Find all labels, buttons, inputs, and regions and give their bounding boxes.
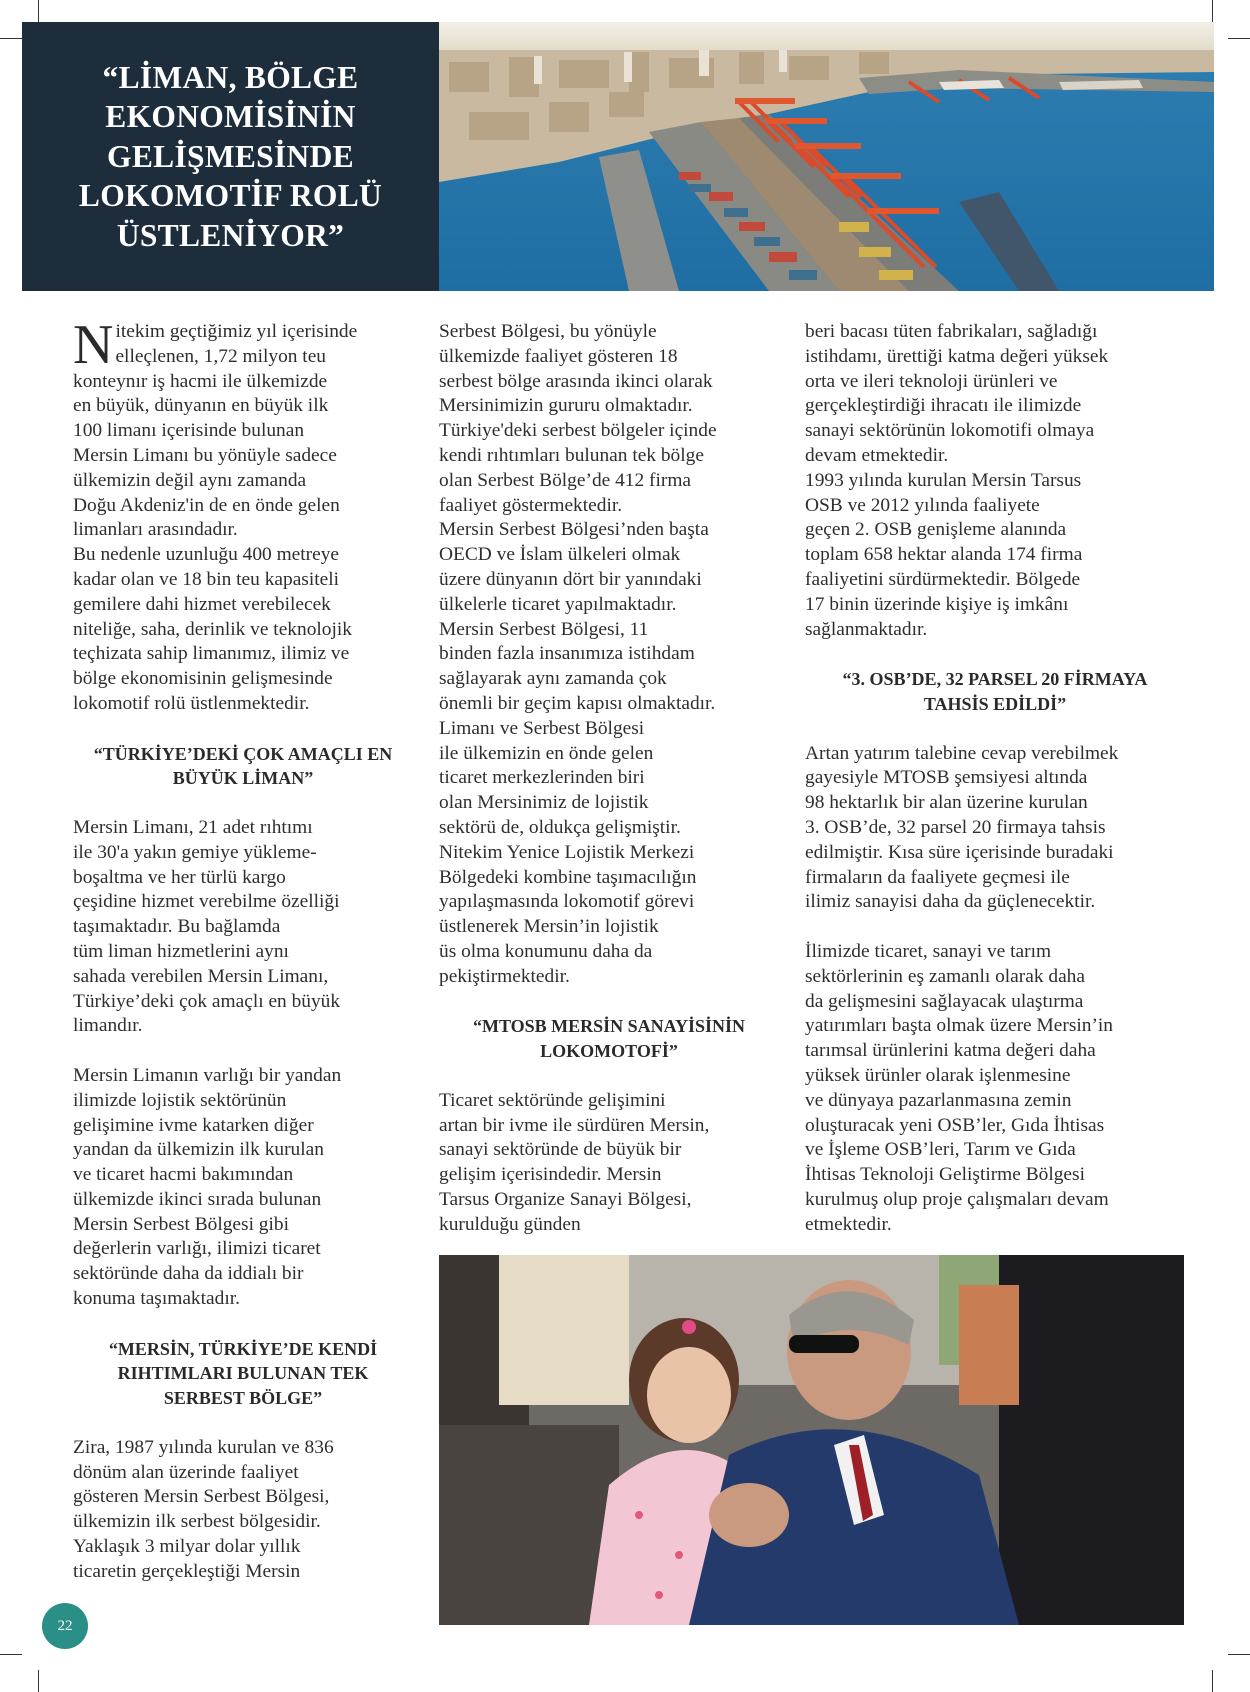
section-heading	[805, 667, 1185, 717]
text-line: gayesiyle MTOSB şemsiyesi altında	[805, 767, 1088, 789]
text-line: sektörlerinin eş zamanlı olarak daha	[805, 965, 1085, 987]
text-line: ticaretin gerçekleştiği Mersin	[73, 1560, 301, 1582]
text-line: bölge ekonomisinin gelişmesinde	[73, 668, 333, 690]
text-line: ve ticaret hacmi bakımından	[73, 1164, 294, 1186]
crop-mark	[1212, 0, 1213, 22]
text-line: OSB ve 2012 yılında faaliyete	[805, 494, 1040, 516]
text-line: geçen 2. OSB genişleme alanında	[805, 519, 1067, 541]
text-line: konteynır iş hacmi ile ülkemizde	[73, 370, 328, 392]
text-line: kurulmuş olup proje çalışmaları devam	[805, 1188, 1109, 1210]
text-line: ile 30'a yakın gemiye yükleme-	[73, 841, 317, 863]
text-line: serbest bölge arasında ikinci olarak	[439, 370, 713, 392]
text-line: faaliyet göstermektedir.	[439, 494, 623, 516]
text-line: ülkemizde faaliyet gösteren 18	[439, 345, 678, 367]
text-line: gösteren Mersin Serbest Bölgesi,	[73, 1486, 330, 1508]
text-line: oluşturacak yeni OSB’ler, Gıda İhtisas	[805, 1114, 1105, 1136]
text-line: sanayi sektörünün lokomotifi olmaya	[805, 420, 1095, 442]
section-heading	[439, 1014, 779, 1064]
text-line: devam etmektedir.	[805, 444, 949, 466]
text-line: sektörü de, oldukça gelişmiştir.	[439, 816, 681, 838]
text-line: Yaklaşık 3 milyar dolar yıllık	[73, 1536, 301, 1558]
text-line: itekim geçtiğimiz yıl içerisinde	[115, 321, 358, 342]
text-line: faaliyetini sürdürmektedir. Bölgede	[805, 568, 1081, 590]
text-line: kendi rıhtımları bulunan tek bölge	[439, 444, 704, 466]
heading-line: “MERSİN, TÜRKİYE’DE KENDİ	[108, 1338, 378, 1359]
heading-line: LOKOMOTOFİ”	[540, 1041, 678, 1062]
text-line: Limanı ve Serbest Bölgesi	[439, 717, 645, 739]
text-line: gemilere dahi hizmet verebilecek	[73, 593, 331, 615]
text-line: limanları arasındadır.	[73, 519, 238, 541]
text-line: edilmiştir. Kısa süre içerisinde buradaki	[805, 841, 1114, 863]
text-line: taşımaktadır. Bu bağlamda	[73, 916, 281, 938]
title-block	[22, 22, 439, 291]
text-line: yüksek ürünler olarak işlenmesine	[805, 1064, 1071, 1086]
text-line: kadar olan ve 18 bin teu kapasiteli	[73, 568, 339, 590]
paragraph	[805, 742, 1185, 916]
section-heading	[73, 1337, 413, 1411]
text-line: ülkelerle ticaret yapılmaktadır.	[439, 593, 677, 615]
text-line: sağlayarak aynı zamanda çok	[439, 668, 667, 690]
paragraph	[73, 314, 413, 717]
article-title	[79, 58, 382, 256]
text-line: sanayi sektöründe de büyük bir	[439, 1139, 682, 1161]
text-line: İlimizde ticaret, sanayi ve tarım	[805, 940, 1052, 962]
text-line: Doğu Akdeniz'in de en önde gelen	[73, 494, 340, 516]
text-line: çeşidine hizmet verebilme özelliği	[73, 891, 340, 913]
text-line: Mersin Limanın varlığı bir yandan	[73, 1064, 342, 1086]
text-line: etmektedir.	[805, 1213, 892, 1235]
text-line: üs olma konumunu daha da	[439, 940, 653, 962]
text-line: toplam 658 hektar alanda 174 firma	[805, 544, 1083, 566]
title-line: LOKOMOTİF ROLÜ	[78, 178, 383, 214]
paragraph	[73, 816, 413, 1039]
text-line: olan Mersinimiz de lojistik	[439, 792, 649, 814]
heading-line: RIHTIMLARI BULUNAN TEK	[117, 1363, 369, 1384]
text-line: gelişim içerisindedir. Mersin	[439, 1164, 662, 1186]
text-line: en büyük, dünyanın en büyük ilk	[73, 395, 329, 417]
text-line: da gelişmesini sağlayacak ulaştırma	[805, 990, 1084, 1012]
text-line: üzere dünyanın dört bir yanındaki	[439, 568, 702, 590]
text-line: yapılaşmasında lokomotif görevi	[439, 891, 695, 913]
title-line: GELİŞMESİNDE	[107, 138, 354, 174]
text-line: ilimiz sanayisi daha da güçlenecektir.	[805, 891, 1096, 913]
crop-mark	[38, 1670, 39, 1692]
text-line: beri bacası tüten fabrikaları, sağladığı	[805, 321, 1098, 342]
heading-line: BÜYÜK LİMAN”	[172, 768, 314, 789]
text-line: binden fazla insanımıza istihdam	[439, 643, 695, 665]
text-line: Türkiye'deki serbest bölgeler içinde	[439, 420, 717, 442]
heading-line: “TÜRKİYE’DEKİ ÇOK AMAÇLI EN	[93, 743, 393, 764]
text-line: tarımsal ürünlerini katma değeri daha	[805, 1040, 1096, 1062]
paragraph	[73, 1436, 413, 1585]
text-line: limandır.	[73, 1015, 143, 1037]
text-line: orta ve ileri teknoloji ürünleri ve	[805, 370, 1058, 392]
text-column-3	[805, 320, 1185, 1237]
heading-line: TAHSİS EDİLDİ”	[923, 693, 1067, 714]
text-line: önemli bir geçim kapısı olmaktadır.	[439, 692, 716, 714]
text-line: ticaret merkezlerinden biri	[439, 767, 645, 789]
text-line: teçhizata sahip limanımız, ilimiz ve	[73, 643, 350, 665]
text-line: Bu nedenle uzunluğu 400 metreye	[73, 544, 340, 566]
drop-cap: N	[73, 314, 114, 376]
crop-mark	[1212, 1670, 1213, 1692]
text-line: sahada verebilen Mersin Limanı,	[73, 965, 329, 987]
text-line: 100 limanı içerisinde bulunan	[73, 420, 305, 442]
text-line: sektöründe daha da iddialı bir	[73, 1263, 304, 1285]
paragraph	[805, 940, 1185, 1238]
page-number-badge: 22	[42, 1603, 88, 1649]
text-line: istihdamı, ürettiği katma değeri yüksek	[805, 345, 1109, 367]
text-line: Mersin Serbest Bölgesi gibi	[73, 1213, 289, 1235]
text-line: Zira, 1987 yılında kurulan ve 836	[73, 1436, 334, 1458]
text-line: firmaların da faaliyete geçmesi ile	[805, 866, 1070, 888]
crop-mark	[1228, 1654, 1250, 1655]
text-line: Tarsus Organize Sanayi Bölgesi,	[439, 1188, 692, 1210]
port-aerial-photo	[439, 22, 1214, 291]
text-line: Mersinimizin gururu olmaktadır.	[439, 395, 693, 417]
text-line: Serbest Bölgesi, bu yönüyle	[439, 321, 657, 342]
title-line: “LİMAN, BÖLGE	[102, 59, 359, 95]
text-line: Mersin Limanı, 21 adet rıhtımı	[73, 816, 313, 838]
section-heading	[73, 742, 413, 792]
text-line: ülkemizde ikinci sırada bulunan	[73, 1188, 322, 1210]
text-line: Mersin Serbest Bölgesi’nden başta	[439, 519, 709, 541]
title-line: ÜSTLENİYOR”	[116, 217, 345, 253]
crop-mark	[1228, 38, 1250, 39]
text-line: sağlanmaktadır.	[805, 618, 928, 640]
paragraph	[439, 320, 779, 990]
crop-mark	[38, 0, 39, 22]
text-line: Ticaret sektöründe gelişimini	[439, 1089, 666, 1111]
text-line: niteliğe, saha, derinlik ve teknolojik	[73, 618, 352, 640]
text-line: artan bir ivme ile sürdüren Mersin,	[439, 1114, 710, 1136]
text-line: gerçekleştirdiği ihracatı ile ilimizde	[805, 395, 1082, 417]
heading-line: “MTOSB MERSİN SANAYİSİNİN	[472, 1016, 746, 1037]
text-line: İhtisas Teknoloji Geliştirme Bölgesi	[805, 1164, 1085, 1186]
text-line: ile ülkemizin en önde gelen	[439, 742, 654, 764]
text-line: ilimizde lojistik sektörünün	[73, 1089, 287, 1111]
text-line: 1993 yılında kurulan Mersin Tarsus	[805, 469, 1082, 491]
text-line: ülkemizin değil aynı zamanda	[73, 469, 307, 491]
text-line: pekiştirmektedir.	[439, 965, 570, 987]
text-line: 3. OSB’de, 32 parsel 20 firmaya tahsis	[805, 816, 1106, 838]
text-line: kurulduğu günden	[439, 1213, 581, 1235]
text-line: Nitekim Yenice Lojistik Merkezi	[439, 841, 695, 863]
title-line: EKONOMİSİNİN	[105, 99, 356, 135]
text-line: gelişimine ivme katarken diğer	[73, 1114, 314, 1136]
text-line: yatırımları başta olmak üzere Mersin’in	[805, 1015, 1113, 1037]
text-line: 98 hektarlık bir alan üzerine kurulan	[805, 792, 1088, 814]
text-line: tüm liman hizmetlerini aynı	[73, 940, 289, 962]
text-column-1	[73, 314, 413, 1585]
heading-line: “3. OSB’DE, 32 PARSEL 20 FİRMAYA	[842, 669, 1148, 690]
text-line: boşaltma ve her türlü kargo	[73, 866, 286, 888]
text-line: Mersin Limanı bu yönüyle sadece	[73, 444, 337, 466]
text-line: yandan da ülkemizin ilk kurulan	[73, 1139, 324, 1161]
paragraph	[73, 1064, 413, 1312]
text-line: ve İşleme OSB’leri, Tarım ve Gıda	[805, 1139, 1076, 1161]
text-line: Mersin Serbest Bölgesi, 11	[439, 618, 649, 640]
paragraph	[805, 320, 1185, 642]
text-line: elleçlenen, 1,72 milyon teu	[115, 345, 326, 367]
text-line: lokomotif rolü üstlenmektedir.	[73, 692, 310, 714]
text-line: ülkemizin ilk serbest bölgesidir.	[73, 1511, 321, 1533]
text-line: üstlenerek Mersin’in lojistik	[439, 916, 659, 938]
text-line: Türkiye’deki çok amaçlı en büyük	[73, 990, 341, 1012]
text-line: olan Serbest Bölge’de 412 firma	[439, 469, 692, 491]
paragraph	[439, 1089, 779, 1238]
crop-mark	[0, 38, 22, 39]
text-column-2	[439, 320, 779, 1237]
crop-mark	[0, 1654, 22, 1655]
text-line: değerlerin varlığı, ilimizi ticaret	[73, 1238, 321, 1260]
text-line: 17 binin üzerinde kişiye iş imkânı	[805, 593, 1069, 615]
text-line: ve dünyaya pazarlanmasına zemin	[805, 1089, 1072, 1111]
heading-line: SERBEST BÖLGE”	[163, 1388, 323, 1409]
text-line: dönüm alan üzerinde faaliyet	[73, 1461, 299, 1483]
official-with-child-photo	[439, 1255, 1184, 1625]
text-line: Bölgedeki kombine taşımacılığın	[439, 866, 697, 888]
text-line: Artan yatırım talebine cevap verebilmek	[805, 742, 1119, 764]
text-line: OECD ve İslam ülkeleri olmak	[439, 544, 681, 566]
text-line: konuma taşımaktadır.	[73, 1288, 240, 1310]
